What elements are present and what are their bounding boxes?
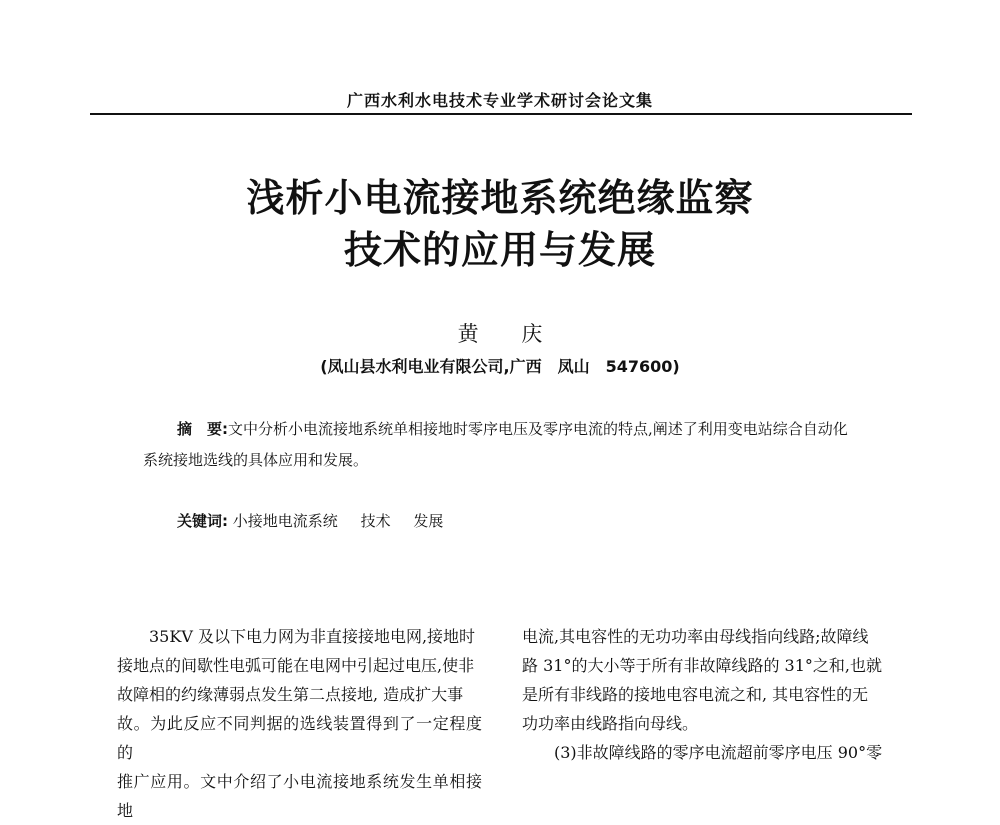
abstract-label: 摘 要: — [177, 420, 228, 438]
keywords — [177, 510, 857, 531]
body-paragraph-start: (3)非故障线路的零序电流超前零序电压 90°零 — [554, 743, 883, 762]
abstract — [143, 414, 861, 476]
keyword-item: 发展 — [413, 512, 444, 530]
paper-title — [0, 172, 1000, 276]
title-line-1: 浅析小电流接地系统绝缘监察 — [246, 175, 754, 220]
body-line: 故。为此反应不同判据的选线装置得到了一定程度的 — [117, 714, 482, 762]
running-header: 广西水利水电技术专业学术研讨会论文集 — [346, 91, 653, 110]
body-column-right — [522, 622, 887, 767]
header-rule — [90, 113, 912, 115]
body-line: 功功率由线路指向母线。 — [522, 714, 699, 733]
body-column-left — [117, 622, 482, 825]
body-line: 故障相的约缘薄弱点发生第二点接地, 造成扩大事 — [117, 685, 464, 704]
body-line: 电流,其电容性的无功功率由母线指向线路;故障线 — [522, 627, 869, 646]
author-name: 黄 庆 — [457, 322, 561, 346]
author-affiliation: (凤山县水利电业有限公司,广西 凤山 547600) — [320, 357, 680, 376]
body-line: 是所有非线路的接地电容电流之和, 其电容性的无 — [522, 685, 869, 704]
keyword-item: 技术 — [360, 512, 391, 530]
keywords-label: 关键词: — [177, 512, 228, 530]
abstract-text: 文中分析小电流接地系统单相接地时零序电压及零序电流的特点,阐述了利用变电站综合自动化系统接地选线的具体应用和发展。 — [143, 420, 848, 469]
body-line: 推广应用。文中介绍了小电流接地系统发生单相接地 — [117, 772, 482, 820]
title-line-2: 技术的应用与发展 — [343, 227, 656, 272]
body-line: 路 31°的大小等于所有非故障线路的 31°之和,也就 — [522, 656, 882, 675]
body-line: 接地点的间歇性电弧可能在电网中引起过电压,使非 — [117, 656, 475, 675]
body-line: 35KV 及以下电力网为非直接接地电网,接地时 — [149, 627, 476, 646]
keyword-item: 小接地电流系统 — [232, 512, 338, 530]
